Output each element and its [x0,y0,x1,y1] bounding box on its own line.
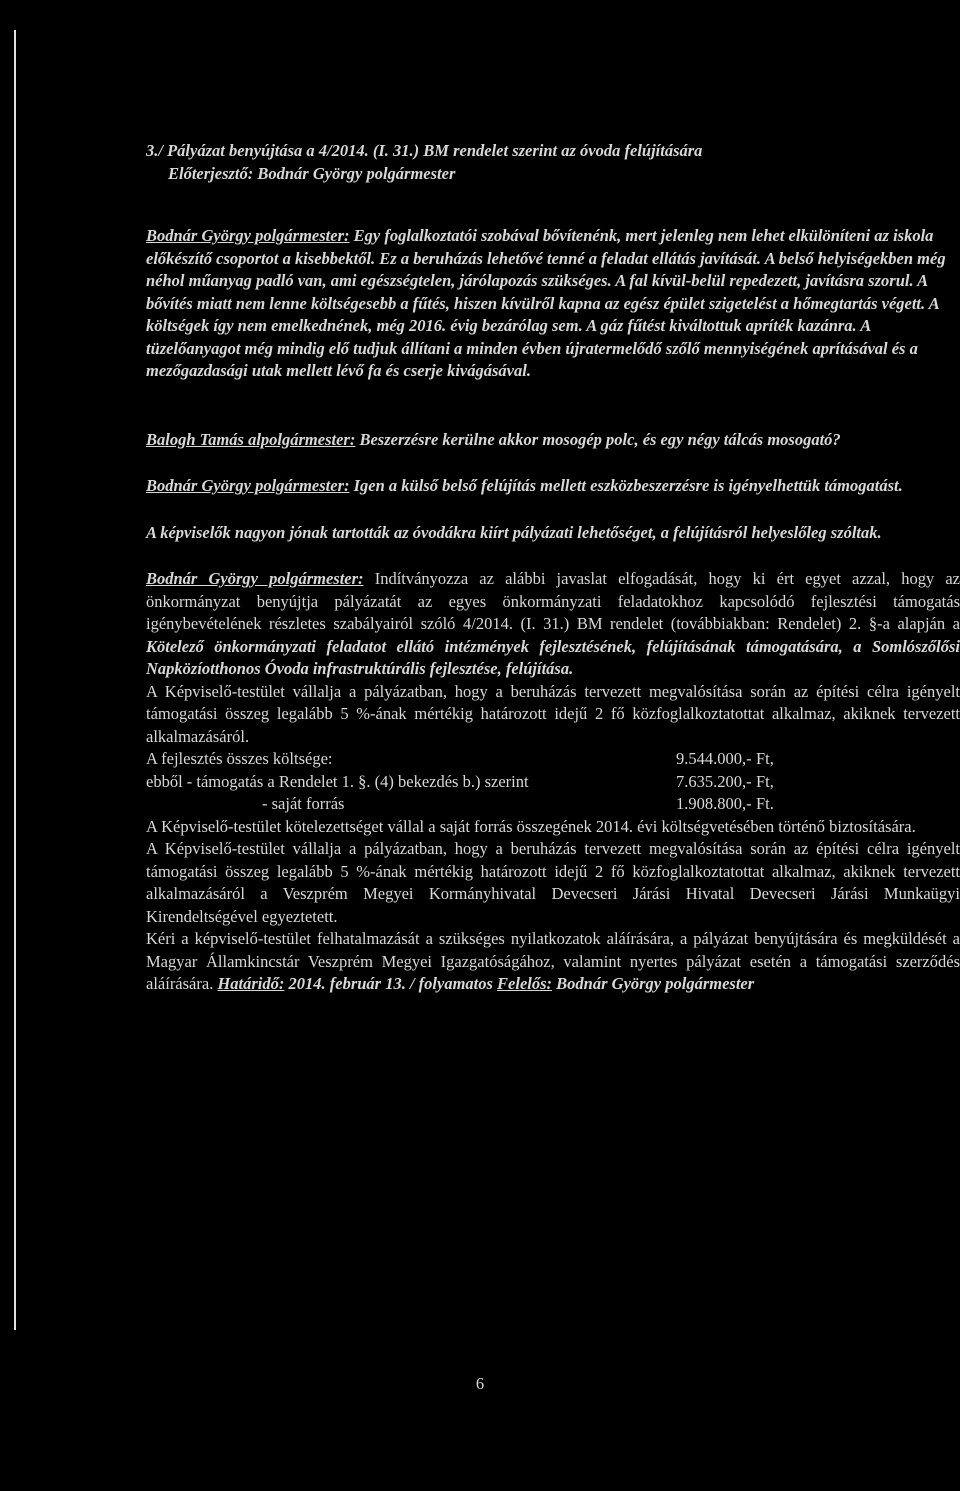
paragraph-text: Egy foglalkoztatói szobával bővítenénk, mert jelenleg nem lehet elkülöníteni az iskola előkészítő csoportot a kisebbektől. Ez a beruházás lehetővé tenné a feladat ellátás javítását. A belső helyiségekben még néhol műanyag padló van, ami egészségtelen, járólapozás szükséges. A fal kívül-belül repedezett, javításra szorul. A bővítés miatt nem lenne költségesebb a fűtés, hiszen kívülről kapna az egész épület szigetelést a hőmegtartás végett. A költségek így nem emelkednének, még 2016. évig bezárólag sem. A gáz fűtést kiváltottuk apríték kazánra. A tüzelőanyagot még mindig elő tudjuk állítani a minden évben újratermelődő szőlő mennyiségének aprításával és a mezőgazdasági utak mellett lévő fa és cserje kivágásával. [146,226,946,380]
paragraph-8: A Képviselő-testület vállalja a pályázatban, hogy a beruházás tervezett megvalósítása során az építési célra igényelt támogatási összeg legalább 5 %-ának mértékig határozott idejű 2 fő közfoglalkoztatottat alkalmaz, akiknek tervezett alkalmazásáról a Veszprém Megyei Kormányhivatal Devecseri Járási Hivatal Devecseri Járási Munkaügyi Kirendeltségével egyeztetett. [146,839,960,926]
cost-row-own-source [146,793,960,816]
paragraph-text: Kéri a képviselő-testület felhatalmazását a szükséges nyilatkozatok aláírására, a pályázat benyújtására és megküldését a Magyar Államkincstár Veszprém Megyei Igazgatóságához, valamint nyertes pályázat esetén a támogatási szerződés aláírására. [146,929,960,993]
cost-amount: 1.908.800,- [676,794,752,813]
cost-unit: Ft, [756,771,774,791]
cost-unit: Ft. [756,794,774,813]
cost-table [146,748,960,816]
cost-amount: 7.635.200,- [676,771,752,791]
paragraph-5 [146,568,960,681]
paragraph-6: A Képviselő-testület vállalja a pályázatban, hogy a beruházás tervezett megvalósítása során az építési célra igényelt támogatási összeg legalább 5 %-ának mértékig határozott idejű 2 fő közfoglalkoztatottat alkalmaz, akiknek tervezett alkalmazásáról. [146,681,960,746]
paragraph-7: A Képviselő-testület kötelezettséget vállal a saját forrás összegének 2014. évi költségvetésében történő biztosítására. [146,816,916,836]
cost-amount: 9.544.000,- [676,749,752,768]
responsible-value: Bodnár György polgármester [552,974,755,993]
deadline-value: 2014. február 13. / folyamatos [284,974,498,993]
page-number: 6 [475,1374,485,1393]
agenda-presenter: Előterjesztő: Bodnár György polgármester [168,163,456,183]
cost-unit: Ft, [756,749,774,768]
speaker-name: Bodnár György polgármester: [146,226,350,245]
cost-label: A fejlesztés összes költsége: [146,749,333,768]
speaker-name: Bodnár György polgármester: [146,569,364,588]
deadline-label: Határidő: [217,974,285,993]
paragraph-9 [146,928,960,996]
agenda-title: 3./ Pályázat benyújtása a 4/2014. (I. 31.) BM rendelet szerint az óvoda felújítására [146,141,703,160]
paragraph-text: Igen a külső belső felújítás mellett eszközbeszerzésre is igényelhettük támogatást. [349,476,903,495]
speaker-name: Bodnár György polgármester: [146,476,350,495]
document-page [146,140,960,996]
project-title: Kötelező önkormányzati feladatot ellátó intézmények fejlesztésének, felújításának támogatására, a Somlószőlősi Napközíotthonos Óvoda infrastruktúrális fejlesztése, felújítása. [146,636,960,678]
paragraph-2 [146,429,960,452]
cost-label: ebből - támogatás a Rendelet 1. §. (4) bekezdés b.) szerint [146,771,529,791]
left-margin-line [14,30,16,1330]
paragraph-3 [146,475,960,498]
responsible-label: Felelős: [497,974,553,993]
paragraph-text: Beszerzésre kerülne akkor mosogép polc, és egy négy tálcás mosogató? [355,429,841,449]
cost-label: - saját forrás [262,794,345,813]
cost-row-support [146,771,960,794]
cost-row-total [146,748,960,771]
speaker-name: Balogh Tamás alpolgármester: [146,429,356,449]
paragraph-1 [146,225,960,383]
agenda-heading [146,140,960,185]
paragraph-4: A képviselők nagyon jónak tartották az óvodákra kiírt pályázati lehetőséget, a felújításról helyeslőleg szóltak. [146,522,882,542]
paragraph-text: Indítványozza az alábbi javaslat elfogadását, hogy ki ért egyet azzal, hogy az önkormányzat benyújtja pályázatát az egyes önkormányzati feladatokhoz kapcsolódó fejlesztési támogatás igénybevételének részletes szabályairól szóló 4/2014. (I. 31.) BM rendelet (továbbiakban: Rendelet) 2. §-a alapján a [146,569,960,633]
